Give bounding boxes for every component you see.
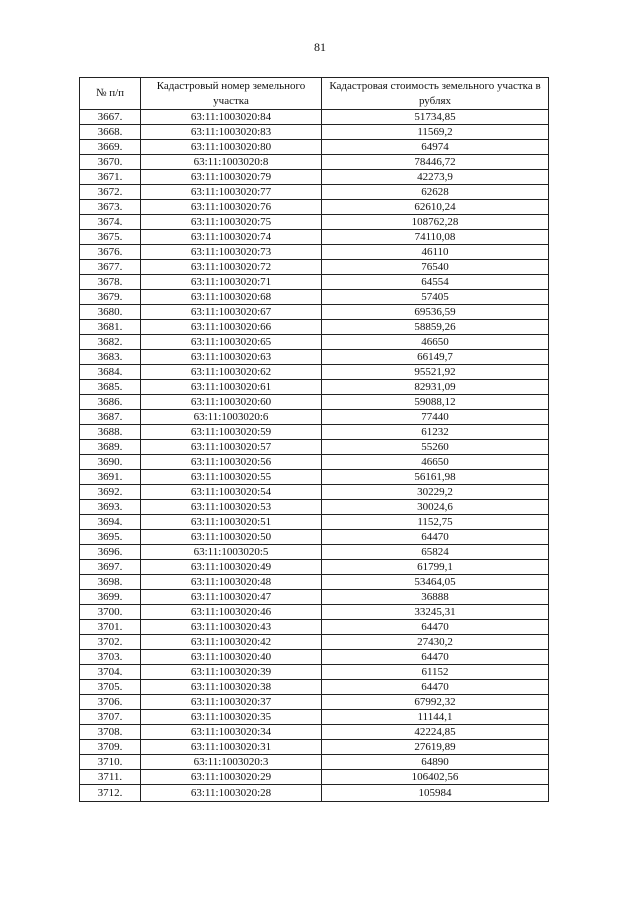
table-row	[80, 290, 549, 305]
table-row	[80, 755, 549, 770]
cell-cadastral-number: 63:11:1003020:67	[141, 305, 322, 320]
cell-cadastral-number: 63:11:1003020:48	[141, 575, 322, 590]
cell-row-number: 3675.	[80, 230, 141, 245]
cell-cadastral-value: 30229,2	[322, 485, 549, 500]
cell-row-number: 3706.	[80, 695, 141, 710]
cell-cadastral-value: 64470	[322, 650, 549, 665]
cell-cadastral-number: 63:11:1003020:5	[141, 545, 322, 560]
cell-cadastral-value: 42224,85	[322, 725, 549, 740]
cell-cadastral-number: 63:11:1003020:43	[141, 620, 322, 635]
cell-row-number: 3710.	[80, 755, 141, 770]
cell-cadastral-value: 59088,12	[322, 395, 549, 410]
cell-cadastral-number: 63:11:1003020:54	[141, 485, 322, 500]
table-row	[80, 215, 549, 230]
cell-cadastral-value: 30024,6	[322, 500, 549, 515]
cell-cadastral-number: 63:11:1003020:49	[141, 560, 322, 575]
table-row	[80, 515, 549, 530]
cell-row-number: 3701.	[80, 620, 141, 635]
table-body	[80, 110, 549, 802]
cell-cadastral-value: 58859,26	[322, 320, 549, 335]
table-header	[80, 78, 549, 110]
cell-cadastral-value: 108762,28	[322, 215, 549, 230]
table-row	[80, 575, 549, 590]
cell-row-number: 3711.	[80, 770, 141, 785]
cell-cadastral-number: 63:11:1003020:62	[141, 365, 322, 380]
cell-cadastral-value: 64974	[322, 140, 549, 155]
cell-cadastral-number: 63:11:1003020:40	[141, 650, 322, 665]
cell-cadastral-value: 78446,72	[322, 155, 549, 170]
cell-row-number: 3667.	[80, 110, 141, 125]
cell-cadastral-number: 63:11:1003020:61	[141, 380, 322, 395]
cell-row-number: 3704.	[80, 665, 141, 680]
table-row	[80, 620, 549, 635]
cell-row-number: 3676.	[80, 245, 141, 260]
cell-cadastral-number: 63:11:1003020:56	[141, 455, 322, 470]
table-row	[80, 500, 549, 515]
cell-row-number: 3699.	[80, 590, 141, 605]
cell-cadastral-number: 63:11:1003020:51	[141, 515, 322, 530]
cell-cadastral-number: 63:11:1003020:42	[141, 635, 322, 650]
cell-cadastral-value: 82931,09	[322, 380, 549, 395]
cell-row-number: 3696.	[80, 545, 141, 560]
cell-row-number: 3707.	[80, 710, 141, 725]
cell-cadastral-number: 63:11:1003020:31	[141, 740, 322, 755]
cell-cadastral-value: 33245,31	[322, 605, 549, 620]
table-row	[80, 725, 549, 740]
cell-cadastral-number: 63:11:1003020:6	[141, 410, 322, 425]
table-row	[80, 590, 549, 605]
table-row	[80, 605, 549, 620]
cell-row-number: 3702.	[80, 635, 141, 650]
cell-cadastral-number: 63:11:1003020:47	[141, 590, 322, 605]
table-row	[80, 710, 549, 725]
cell-cadastral-value: 62610,24	[322, 200, 549, 215]
cell-row-number: 3677.	[80, 260, 141, 275]
table-row	[80, 410, 549, 425]
cell-cadastral-value: 69536,59	[322, 305, 549, 320]
cell-cadastral-number: 63:11:1003020:8	[141, 155, 322, 170]
cell-row-number: 3700.	[80, 605, 141, 620]
table-row	[80, 650, 549, 665]
cell-cadastral-value: 64470	[322, 620, 549, 635]
cell-cadastral-number: 63:11:1003020:50	[141, 530, 322, 545]
cell-cadastral-number: 63:11:1003020:46	[141, 605, 322, 620]
table-row	[80, 110, 549, 125]
cell-row-number: 3695.	[80, 530, 141, 545]
cell-cadastral-number: 63:11:1003020:75	[141, 215, 322, 230]
cell-cadastral-number: 63:11:1003020:76	[141, 200, 322, 215]
cell-cadastral-value: 76540	[322, 260, 549, 275]
cell-cadastral-number: 63:11:1003020:39	[141, 665, 322, 680]
cell-row-number: 3673.	[80, 200, 141, 215]
cell-cadastral-value: 51734,85	[322, 110, 549, 125]
table-row	[80, 350, 549, 365]
table-row	[80, 770, 549, 785]
table-row	[80, 380, 549, 395]
table-row	[80, 335, 549, 350]
cell-cadastral-value: 74110,08	[322, 230, 549, 245]
cell-cadastral-number: 63:11:1003020:74	[141, 230, 322, 245]
cell-cadastral-number: 63:11:1003020:28	[141, 785, 322, 802]
cell-row-number: 3694.	[80, 515, 141, 530]
table-row	[80, 635, 549, 650]
cell-row-number: 3697.	[80, 560, 141, 575]
cell-cadastral-value: 46650	[322, 335, 549, 350]
cell-cadastral-value: 1152,75	[322, 515, 549, 530]
cell-row-number: 3693.	[80, 500, 141, 515]
cell-row-number: 3703.	[80, 650, 141, 665]
cell-cadastral-value: 36888	[322, 590, 549, 605]
cell-cadastral-value: 66149,7	[322, 350, 549, 365]
table-row	[80, 125, 549, 140]
header-row-number: № п/п	[80, 78, 141, 110]
cell-row-number: 3674.	[80, 215, 141, 230]
cell-cadastral-value: 64470	[322, 530, 549, 545]
table-row	[80, 200, 549, 215]
cell-cadastral-value: 11144,1	[322, 710, 549, 725]
cell-row-number: 3687.	[80, 410, 141, 425]
cell-cadastral-number: 63:11:1003020:57	[141, 440, 322, 455]
table-row	[80, 785, 549, 802]
cell-row-number: 3689.	[80, 440, 141, 455]
table-row	[80, 230, 549, 245]
table-row	[80, 185, 549, 200]
cell-row-number: 3698.	[80, 575, 141, 590]
cell-row-number: 3681.	[80, 320, 141, 335]
table-row	[80, 665, 549, 680]
cell-cadastral-value: 64554	[322, 275, 549, 290]
cell-cadastral-value: 55260	[322, 440, 549, 455]
cell-cadastral-number: 63:11:1003020:60	[141, 395, 322, 410]
table-row	[80, 425, 549, 440]
cell-cadastral-number: 63:11:1003020:72	[141, 260, 322, 275]
table-row	[80, 470, 549, 485]
cell-row-number: 3679.	[80, 290, 141, 305]
cell-cadastral-value: 46110	[322, 245, 549, 260]
table-row	[80, 320, 549, 335]
cell-cadastral-value: 62628	[322, 185, 549, 200]
header-row	[80, 78, 549, 110]
cell-cadastral-value: 27619,89	[322, 740, 549, 755]
cell-cadastral-value: 65824	[322, 545, 549, 560]
table-row	[80, 740, 549, 755]
cell-cadastral-number: 63:11:1003020:83	[141, 125, 322, 140]
table-row	[80, 485, 549, 500]
cell-cadastral-number: 63:11:1003020:66	[141, 320, 322, 335]
cell-cadastral-value: 46650	[322, 455, 549, 470]
cell-row-number: 3708.	[80, 725, 141, 740]
cell-row-number: 3709.	[80, 740, 141, 755]
cell-cadastral-value: 106402,56	[322, 770, 549, 785]
cell-cadastral-number: 63:11:1003020:35	[141, 710, 322, 725]
table-row	[80, 560, 549, 575]
table-row	[80, 260, 549, 275]
table-row	[80, 170, 549, 185]
cell-row-number: 3670.	[80, 155, 141, 170]
cell-cadastral-value: 67992,32	[322, 695, 549, 710]
cell-row-number: 3684.	[80, 365, 141, 380]
cell-cadastral-number: 63:11:1003020:68	[141, 290, 322, 305]
table-row	[80, 680, 549, 695]
cell-row-number: 3705.	[80, 680, 141, 695]
cell-row-number: 3668.	[80, 125, 141, 140]
cell-cadastral-value: 77440	[322, 410, 549, 425]
header-cadastral-value: Кадастровая стоимость земельного участка в рублях	[322, 78, 549, 110]
cell-row-number: 3678.	[80, 275, 141, 290]
cell-cadastral-number: 63:11:1003020:65	[141, 335, 322, 350]
cell-row-number: 3688.	[80, 425, 141, 440]
cell-cadastral-number: 63:11:1003020:53	[141, 500, 322, 515]
cell-cadastral-value: 61232	[322, 425, 549, 440]
table-row	[80, 545, 549, 560]
cell-cadastral-value: 61152	[322, 665, 549, 680]
cell-cadastral-value: 27430,2	[322, 635, 549, 650]
cell-cadastral-value: 42273,9	[322, 170, 549, 185]
cell-cadastral-value: 105984	[322, 785, 549, 802]
cell-cadastral-number: 63:11:1003020:29	[141, 770, 322, 785]
cell-cadastral-number: 63:11:1003020:77	[141, 185, 322, 200]
cell-cadastral-number: 63:11:1003020:71	[141, 275, 322, 290]
cell-cadastral-value: 95521,92	[322, 365, 549, 380]
cell-cadastral-number: 63:11:1003020:38	[141, 680, 322, 695]
cell-row-number: 3712.	[80, 785, 141, 802]
cell-row-number: 3683.	[80, 350, 141, 365]
cell-cadastral-number: 63:11:1003020:37	[141, 695, 322, 710]
cell-cadastral-number: 63:11:1003020:55	[141, 470, 322, 485]
cell-row-number: 3672.	[80, 185, 141, 200]
cell-row-number: 3669.	[80, 140, 141, 155]
table-row	[80, 530, 549, 545]
cell-cadastral-value: 64470	[322, 680, 549, 695]
table-row	[80, 365, 549, 380]
page-number: 81	[314, 40, 326, 54]
cell-row-number: 3685.	[80, 380, 141, 395]
cell-cadastral-number: 63:11:1003020:3	[141, 755, 322, 770]
cell-row-number: 3686.	[80, 395, 141, 410]
table-row	[80, 395, 549, 410]
cell-cadastral-value: 57405	[322, 290, 549, 305]
cell-cadastral-number: 63:11:1003020:84	[141, 110, 322, 125]
cell-cadastral-value: 56161,98	[322, 470, 549, 485]
table-row	[80, 455, 549, 470]
cell-cadastral-number: 63:11:1003020:59	[141, 425, 322, 440]
cell-row-number: 3692.	[80, 485, 141, 500]
cell-cadastral-number: 63:11:1003020:73	[141, 245, 322, 260]
table-row	[80, 695, 549, 710]
cell-row-number: 3680.	[80, 305, 141, 320]
table-row	[80, 305, 549, 320]
table-row	[80, 275, 549, 290]
cell-row-number: 3671.	[80, 170, 141, 185]
cell-row-number: 3690.	[80, 455, 141, 470]
cell-cadastral-number: 63:11:1003020:80	[141, 140, 322, 155]
cell-cadastral-number: 63:11:1003020:34	[141, 725, 322, 740]
table-row	[80, 155, 549, 170]
cell-cadastral-number: 63:11:1003020:63	[141, 350, 322, 365]
cell-cadastral-value: 64890	[322, 755, 549, 770]
cell-cadastral-value: 61799,1	[322, 560, 549, 575]
cadastral-value-table	[79, 77, 549, 802]
cell-cadastral-value: 11569,2	[322, 125, 549, 140]
header-cadastral-number: Кадастровый номер земельного участка	[141, 78, 322, 110]
table-row	[80, 245, 549, 260]
cell-cadastral-value: 53464,05	[322, 575, 549, 590]
table-row	[80, 440, 549, 455]
cell-row-number: 3682.	[80, 335, 141, 350]
table-row	[80, 140, 549, 155]
cell-row-number: 3691.	[80, 470, 141, 485]
cell-cadastral-number: 63:11:1003020:79	[141, 170, 322, 185]
